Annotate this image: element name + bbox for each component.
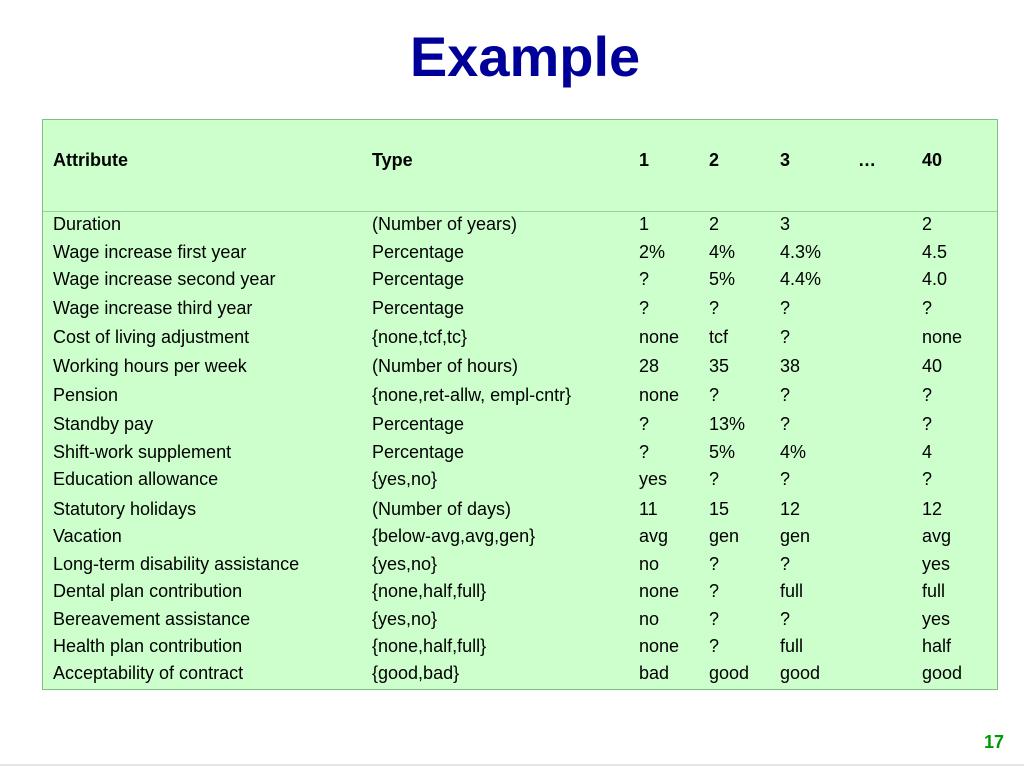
cell-attribute: Education allowance [53, 469, 219, 489]
table-row [43, 412, 997, 436]
table-row [43, 325, 997, 349]
cell-instance-1: avg [639, 526, 669, 546]
cell-instance-3: gen [780, 526, 811, 546]
cell-attribute: Statutory holidays [53, 499, 197, 519]
cell-instance-2: tcf [709, 327, 729, 347]
cell-instance-3: 4.4% [780, 269, 822, 289]
cell-attribute: Wage increase third year [53, 298, 253, 318]
cell-type: Percentage [372, 242, 465, 262]
header-instance-2: 2 [709, 150, 720, 170]
cell-instance-3: full [780, 581, 804, 601]
table-row [43, 440, 997, 464]
cell-type: Percentage [372, 442, 465, 462]
table-row [43, 267, 997, 291]
cell-instance-1: yes [639, 469, 668, 489]
cell-instance-2: 35 [709, 356, 730, 376]
cell-instance-2: 5% [709, 269, 736, 289]
cell-instance-3: full [780, 636, 804, 656]
table-row [43, 497, 997, 521]
table-row [43, 579, 997, 603]
table-row [43, 383, 997, 407]
cell-instance-40: ? [922, 469, 933, 489]
cell-instance-1: ? [639, 414, 650, 434]
cell-instance-1: bad [639, 663, 670, 683]
cell-instance-2: ? [709, 636, 720, 656]
table-row [43, 240, 997, 264]
cell-instance-1: none [639, 385, 680, 405]
cell-type: (Number of days) [372, 499, 512, 519]
cell-instance-3: ? [780, 414, 791, 434]
cell-type: {none,tcf,tc} [372, 327, 468, 347]
cell-instance-1: ? [639, 269, 650, 289]
bottom-divider [0, 764, 1024, 766]
cell-type: Percentage [372, 298, 465, 318]
cell-instance-2: good [709, 663, 750, 683]
cell-instance-3: good [780, 663, 821, 683]
header-instance-40: 40 [922, 150, 943, 170]
cell-attribute: Wage increase first year [53, 242, 247, 262]
table-row [43, 524, 997, 548]
header-attribute: Attribute [53, 150, 128, 170]
cell-instance-2: 5% [709, 442, 736, 462]
table-row [43, 467, 997, 491]
cell-attribute: Working hours per week [53, 356, 247, 376]
cell-instance-1: none [639, 636, 680, 656]
cell-instance-40: none [922, 327, 963, 347]
cell-instance-40: 4.5 [922, 242, 948, 262]
cell-attribute: Shift-work supplement [53, 442, 232, 462]
cell-type: {yes,no} [372, 554, 438, 574]
cell-instance-1: ? [639, 298, 650, 318]
cell-attribute: Long-term disability assistance [53, 554, 300, 574]
cell-type: {yes,no} [372, 469, 438, 489]
cell-instance-40: yes [922, 554, 951, 574]
cell-instance-3: ? [780, 469, 791, 489]
cell-instance-40: half [922, 636, 952, 656]
cell-instance-1: 2% [639, 242, 666, 262]
cell-instance-2: ? [709, 609, 720, 629]
cell-instance-3: ? [780, 385, 791, 405]
cell-instance-3: 12 [780, 499, 801, 519]
cell-instance-2: 15 [709, 499, 730, 519]
cell-attribute: Pension [53, 385, 119, 405]
cell-instance-40: good [922, 663, 963, 683]
cell-instance-1: no [639, 554, 660, 574]
cell-instance-40: full [922, 581, 946, 601]
cell-type: {yes,no} [372, 609, 438, 629]
cell-attribute: Standby pay [53, 414, 154, 434]
cell-instance-2: 13% [709, 414, 746, 434]
cell-instance-40: yes [922, 609, 951, 629]
cell-instance-1: 28 [639, 356, 660, 376]
cell-type: {none,ret-allw, empl-cntr} [372, 385, 572, 405]
cell-instance-40: 40 [922, 356, 943, 376]
cell-instance-40: 12 [922, 499, 943, 519]
table-row [43, 634, 997, 658]
cell-type: {none,half,full} [372, 636, 487, 656]
cell-instance-2: gen [709, 526, 740, 546]
header-instance-3: 3 [780, 150, 791, 170]
table-row [43, 354, 997, 378]
cell-attribute: Vacation [53, 526, 122, 546]
cell-instance-2: 4% [709, 242, 736, 262]
cell-instance-40: ? [922, 414, 933, 434]
cell-instance-1: ? [639, 442, 650, 462]
cell-instance-1: none [639, 581, 680, 601]
cell-type: Percentage [372, 414, 465, 434]
cell-instance-40: 4.0 [922, 269, 948, 289]
cell-attribute: Wage increase second year [53, 269, 276, 289]
cell-instance-1: 1 [639, 214, 650, 234]
slide-title: Example [409, 25, 641, 88]
data-table [42, 119, 998, 690]
table-row [43, 296, 997, 320]
table-row [43, 212, 997, 236]
cell-instance-2: ? [709, 469, 720, 489]
cell-instance-2: ? [709, 554, 720, 574]
cell-instance-40: ? [922, 385, 933, 405]
cell-attribute: Acceptability of contract [53, 663, 244, 683]
cell-instance-3: ? [780, 554, 791, 574]
cell-instance-3: ? [780, 609, 791, 629]
cell-instance-40: ? [922, 298, 933, 318]
cell-attribute: Health plan contribution [53, 636, 243, 656]
cell-type: {good,bad} [372, 663, 460, 683]
cell-instance-3: ? [780, 298, 791, 318]
cell-instance-3: ? [780, 327, 791, 347]
cell-type: (Number of years) [372, 214, 518, 234]
cell-instance-40: 4 [922, 442, 933, 462]
page-number: 17 [983, 732, 1004, 752]
table-row [43, 661, 997, 685]
table-row [43, 607, 997, 631]
cell-attribute: Duration [53, 214, 122, 234]
cell-instance-40: 2 [922, 214, 933, 234]
cell-instance-3: 4.3% [780, 242, 822, 262]
cell-instance-1: no [639, 609, 660, 629]
cell-instance-3: 3 [780, 214, 791, 234]
cell-attribute: Bereavement assistance [53, 609, 251, 629]
cell-instance-2: ? [709, 385, 720, 405]
header-instance-1: 1 [639, 150, 650, 170]
cell-instance-40: avg [922, 526, 952, 546]
cell-attribute: Dental plan contribution [53, 581, 243, 601]
cell-type: (Number of hours) [372, 356, 519, 376]
header-type: Type [372, 150, 413, 170]
cell-instance-1: 11 [639, 499, 658, 519]
cell-type: {none,half,full} [372, 581, 487, 601]
cell-instance-2: ? [709, 581, 720, 601]
cell-instance-2: ? [709, 298, 720, 318]
cell-instance-3: 4% [780, 442, 807, 462]
cell-instance-1: none [639, 327, 680, 347]
cell-instance-3: 38 [780, 356, 801, 376]
cell-type: {below-avg,avg,gen} [372, 526, 536, 546]
header-ellipsis: … [858, 150, 876, 170]
cell-attribute: Cost of living adjustment [53, 327, 250, 347]
cell-type: Percentage [372, 269, 465, 289]
table-header-row [43, 120, 997, 212]
table-row [43, 552, 997, 576]
cell-instance-2: 2 [709, 214, 720, 234]
